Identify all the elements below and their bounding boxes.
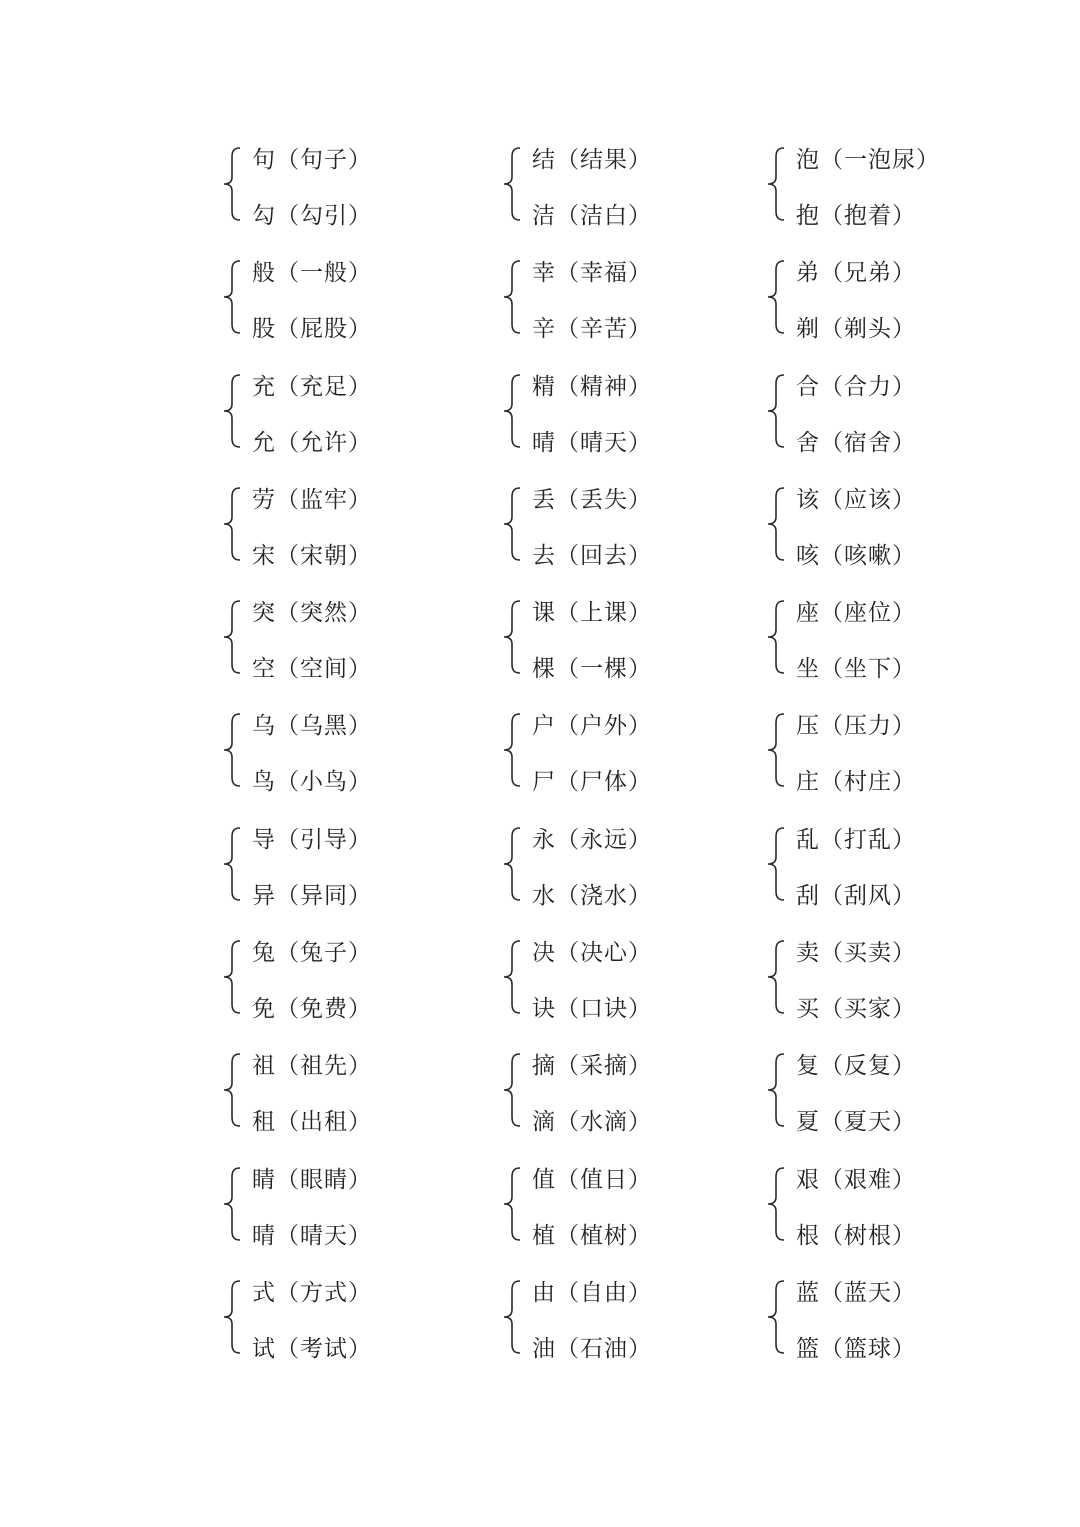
pair-entry-bottom: 异（异同） — [252, 882, 372, 909]
pair-entry-bottom: 油（石油） — [532, 1335, 652, 1362]
character-pair — [502, 1150, 762, 1263]
character-pair — [222, 470, 482, 583]
pair-entry-top: 充（充足） — [252, 373, 372, 400]
pair-entry-bottom: 滴（水滴） — [532, 1109, 652, 1136]
character-pair — [222, 1150, 482, 1263]
brace-icon — [222, 827, 242, 901]
pair-entry-bottom: 篮（篮球） — [796, 1335, 916, 1362]
character-pair — [222, 923, 482, 1036]
brace-icon — [766, 147, 786, 221]
pair-entry-bottom: 咳（咳嗽） — [796, 542, 916, 569]
character-pair — [502, 923, 762, 1036]
brace-icon — [502, 1280, 522, 1354]
pair-entry-top: 座（座位） — [796, 600, 916, 627]
pair-entry-bottom: 买（买家） — [796, 996, 916, 1023]
character-pair — [222, 130, 482, 243]
character-pair — [766, 470, 1026, 583]
character-pair — [502, 583, 762, 696]
column-right — [766, 130, 1026, 1376]
pair-entry-bottom: 夏（夏天） — [796, 1109, 916, 1136]
brace-icon — [222, 374, 242, 448]
brace-icon — [502, 713, 522, 787]
pair-entry-bottom: 坐（坐下） — [796, 656, 916, 683]
character-pair — [222, 583, 482, 696]
brace-icon — [502, 374, 522, 448]
character-pair — [766, 1263, 1026, 1376]
pair-entry-top: 丢（丢失） — [532, 486, 652, 513]
pair-entry-bottom: 免（免费） — [252, 996, 372, 1023]
pair-entry-top: 决（决心） — [532, 940, 652, 967]
pair-entry-top: 睛（眼睛） — [252, 1166, 372, 1193]
character-pair — [766, 1036, 1026, 1149]
brace-icon — [766, 1167, 786, 1241]
pair-entry-bottom: 舍（宿舍） — [796, 429, 916, 456]
brace-icon — [502, 1053, 522, 1127]
column-middle — [502, 130, 762, 1376]
pair-entry-bottom: 庄（村庄） — [796, 769, 916, 796]
character-pair — [502, 1263, 762, 1376]
brace-icon — [222, 487, 242, 561]
brace-icon — [222, 260, 242, 334]
character-pair — [222, 810, 482, 923]
brace-icon — [222, 940, 242, 1014]
pair-entry-bottom: 尸（尸体） — [532, 769, 652, 796]
character-pair — [502, 470, 762, 583]
brace-icon — [222, 713, 242, 787]
pair-entry-top: 劳（监牢） — [252, 486, 372, 513]
character-pair — [502, 357, 762, 470]
pair-entry-bottom: 勾（勾引） — [252, 203, 372, 229]
brace-icon — [502, 940, 522, 1014]
character-pair — [766, 583, 1026, 696]
pair-entry-bottom: 抱（抱着） — [796, 203, 916, 229]
pair-entry-top: 泡（一泡尿） — [796, 147, 940, 173]
brace-icon — [766, 713, 786, 787]
pair-entry-top: 艰（艰难） — [796, 1166, 916, 1193]
brace-icon — [766, 940, 786, 1014]
pair-entry-top: 乱（打乱） — [796, 826, 916, 853]
pair-entry-top: 由（自由） — [532, 1279, 652, 1306]
pair-entry-top: 祖（祖先） — [252, 1053, 372, 1080]
pair-entry-bottom: 宋（宋朝） — [252, 542, 372, 569]
brace-icon — [222, 147, 242, 221]
pair-entry-top: 般（一般） — [252, 260, 372, 287]
pair-entry-bottom: 晴（晴天） — [252, 1222, 372, 1249]
column-left — [222, 130, 482, 1376]
brace-icon — [222, 1280, 242, 1354]
pair-entry-top: 乌（乌黑） — [252, 713, 372, 740]
pair-entry-top: 蓝（蓝天） — [796, 1279, 916, 1306]
brace-icon — [502, 1167, 522, 1241]
character-pair — [766, 130, 1026, 243]
pair-entry-bottom: 试（考试） — [252, 1335, 372, 1362]
pair-entry-bottom: 允（允许） — [252, 429, 372, 456]
pair-entry-top: 突（突然） — [252, 600, 372, 627]
character-pair — [222, 1036, 482, 1149]
pair-entry-bottom: 诀（口诀） — [532, 996, 652, 1023]
character-pair — [222, 696, 482, 809]
character-pair — [502, 1036, 762, 1149]
brace-icon — [766, 600, 786, 674]
brace-icon — [502, 600, 522, 674]
character-pair — [502, 243, 762, 356]
pair-entry-top: 式（方式） — [252, 1279, 372, 1306]
pair-entry-bottom: 去（回去） — [532, 542, 652, 569]
character-pair — [766, 357, 1026, 470]
pair-entry-bottom: 棵（一棵） — [532, 656, 652, 683]
character-pair — [766, 1150, 1026, 1263]
pair-entry-bottom: 根（树根） — [796, 1222, 916, 1249]
character-pair — [766, 923, 1026, 1036]
character-pair — [222, 357, 482, 470]
pair-entry-top: 合（合力） — [796, 373, 916, 400]
pair-entry-bottom: 晴（晴天） — [532, 429, 652, 456]
pair-entry-bottom: 剃（剃头） — [796, 316, 916, 343]
character-pair — [502, 130, 762, 243]
brace-icon — [766, 827, 786, 901]
character-pair — [766, 243, 1026, 356]
character-pair — [502, 810, 762, 923]
pair-entry-top: 结（结果） — [532, 147, 652, 173]
brace-icon — [222, 1053, 242, 1127]
pair-entry-top: 永（永远） — [532, 826, 652, 853]
character-pair — [502, 696, 762, 809]
pair-entry-top: 复（反复） — [796, 1053, 916, 1080]
pair-entry-top: 兔（兔子） — [252, 940, 372, 967]
brace-icon — [502, 487, 522, 561]
brace-icon — [766, 260, 786, 334]
brace-icon — [502, 260, 522, 334]
pair-entry-top: 课（上课） — [532, 600, 652, 627]
pair-entry-top: 幸（幸福） — [532, 260, 652, 287]
brace-icon — [502, 827, 522, 901]
brace-icon — [766, 487, 786, 561]
pair-entry-bottom: 空（空间） — [252, 656, 372, 683]
pair-entry-top: 户（户外） — [532, 713, 652, 740]
pair-entry-top: 弟（兄弟） — [796, 260, 916, 287]
pair-entry-bottom: 水（浇水） — [532, 882, 652, 909]
pair-entry-top: 卖（买卖） — [796, 940, 916, 967]
character-pair — [222, 243, 482, 356]
brace-icon — [766, 1280, 786, 1354]
character-pair — [766, 810, 1026, 923]
pair-entry-bottom: 股（屁股） — [252, 316, 372, 343]
pair-entry-top: 值（值日） — [532, 1166, 652, 1193]
pair-entry-bottom: 刮（刮风） — [796, 882, 916, 909]
pair-entry-bottom: 辛（辛苦） — [532, 316, 652, 343]
pair-entry-bottom: 租（出租） — [252, 1109, 372, 1136]
pair-entry-top: 压（压力） — [796, 713, 916, 740]
pair-entry-bottom: 鸟（小鸟） — [252, 769, 372, 796]
brace-icon — [222, 1167, 242, 1241]
pair-entry-top: 导（引导） — [252, 826, 372, 853]
pair-entry-bottom: 植（植树） — [532, 1222, 652, 1249]
pair-entry-top: 精（精神） — [532, 373, 652, 400]
brace-icon — [502, 147, 522, 221]
brace-icon — [766, 374, 786, 448]
brace-icon — [222, 600, 242, 674]
character-pair — [222, 1263, 482, 1376]
brace-icon — [766, 1053, 786, 1127]
pair-entry-top: 该（应该） — [796, 486, 916, 513]
pair-entry-top: 句（句子） — [252, 147, 372, 173]
character-pair — [766, 696, 1026, 809]
pair-entry-top: 摘（采摘） — [532, 1053, 652, 1080]
pair-entry-bottom: 洁（洁白） — [532, 203, 652, 229]
